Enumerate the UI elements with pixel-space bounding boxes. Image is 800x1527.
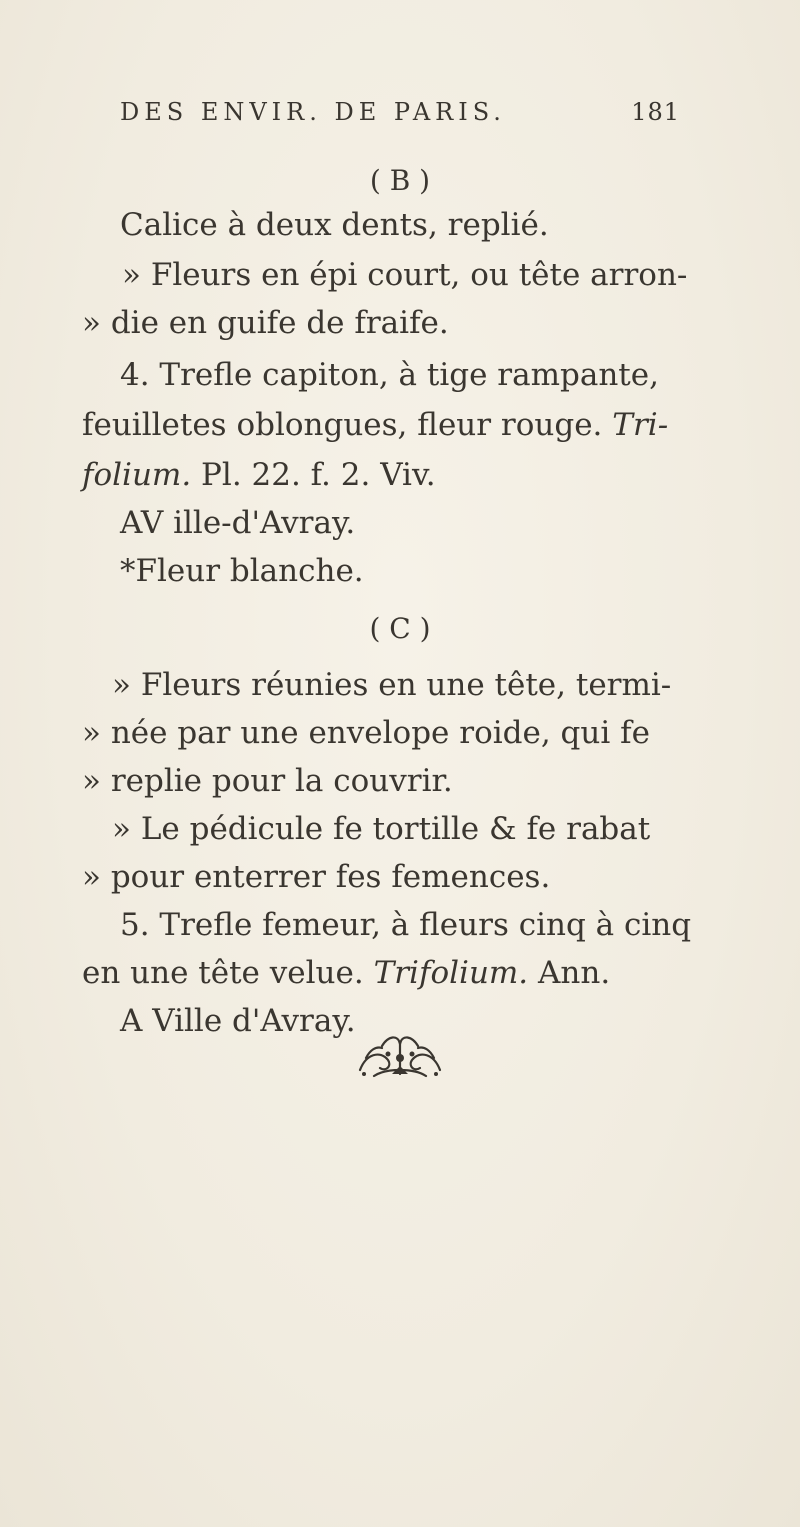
text-line-4: 4. Trefle capiton, à tige rampante, [120,357,659,393]
text-line-6-italic: folium. [82,457,192,493]
running-head [120,98,680,126]
text-line-5-italic: Tri- [612,407,669,443]
text-line-12: » Le pédicule fe tortille & fe rabat [112,811,651,847]
text-line-5 [82,407,669,443]
text-line-5-roman: feuilletes oblongues, fleur rouge. [82,407,603,443]
running-head-title: DES ENVIR. DE PARIS. [120,98,506,126]
text-line-6-roman: Pl. 22. f. 2. Viv. [201,457,436,493]
text-line-15-end: Ann. [538,955,611,991]
section-mark-b: ( B ) [369,164,431,197]
text-line-9: » Fleurs réunies en une tête, termi- [112,667,672,703]
text-line-6 [82,457,436,493]
text-line-8: *Fleur blanche. [120,553,364,589]
text-line-11: » replie pour la couvrir. [82,763,453,799]
text-line-15-italic: Trifolium. [373,955,529,991]
text-line-15-roman: en une tête velue. [82,955,364,991]
text-line-15 [82,955,611,991]
text-line-2: » Fleurs en épi court, ou tête arron- [122,257,688,293]
text-line-7: AV ille-d'Avray. [120,505,356,541]
text-line-13: » pour enterrer fes femences. [82,859,551,895]
page-number: 181 [631,98,680,126]
text-line-10: » née par une envelope roide, qui fe [82,715,650,751]
text-line-1: Calice à deux dents, replié. [120,207,549,243]
section-mark-c: ( C ) [369,612,431,645]
text-line-14: 5. Trefle femeur, à fleurs cinq à cinq [120,907,692,943]
text-line-3: » die en guife de fraife. [82,305,449,341]
text-line-16: A Ville d'Avray. [120,1003,356,1039]
floral-ornament-icon [352,1030,448,1082]
